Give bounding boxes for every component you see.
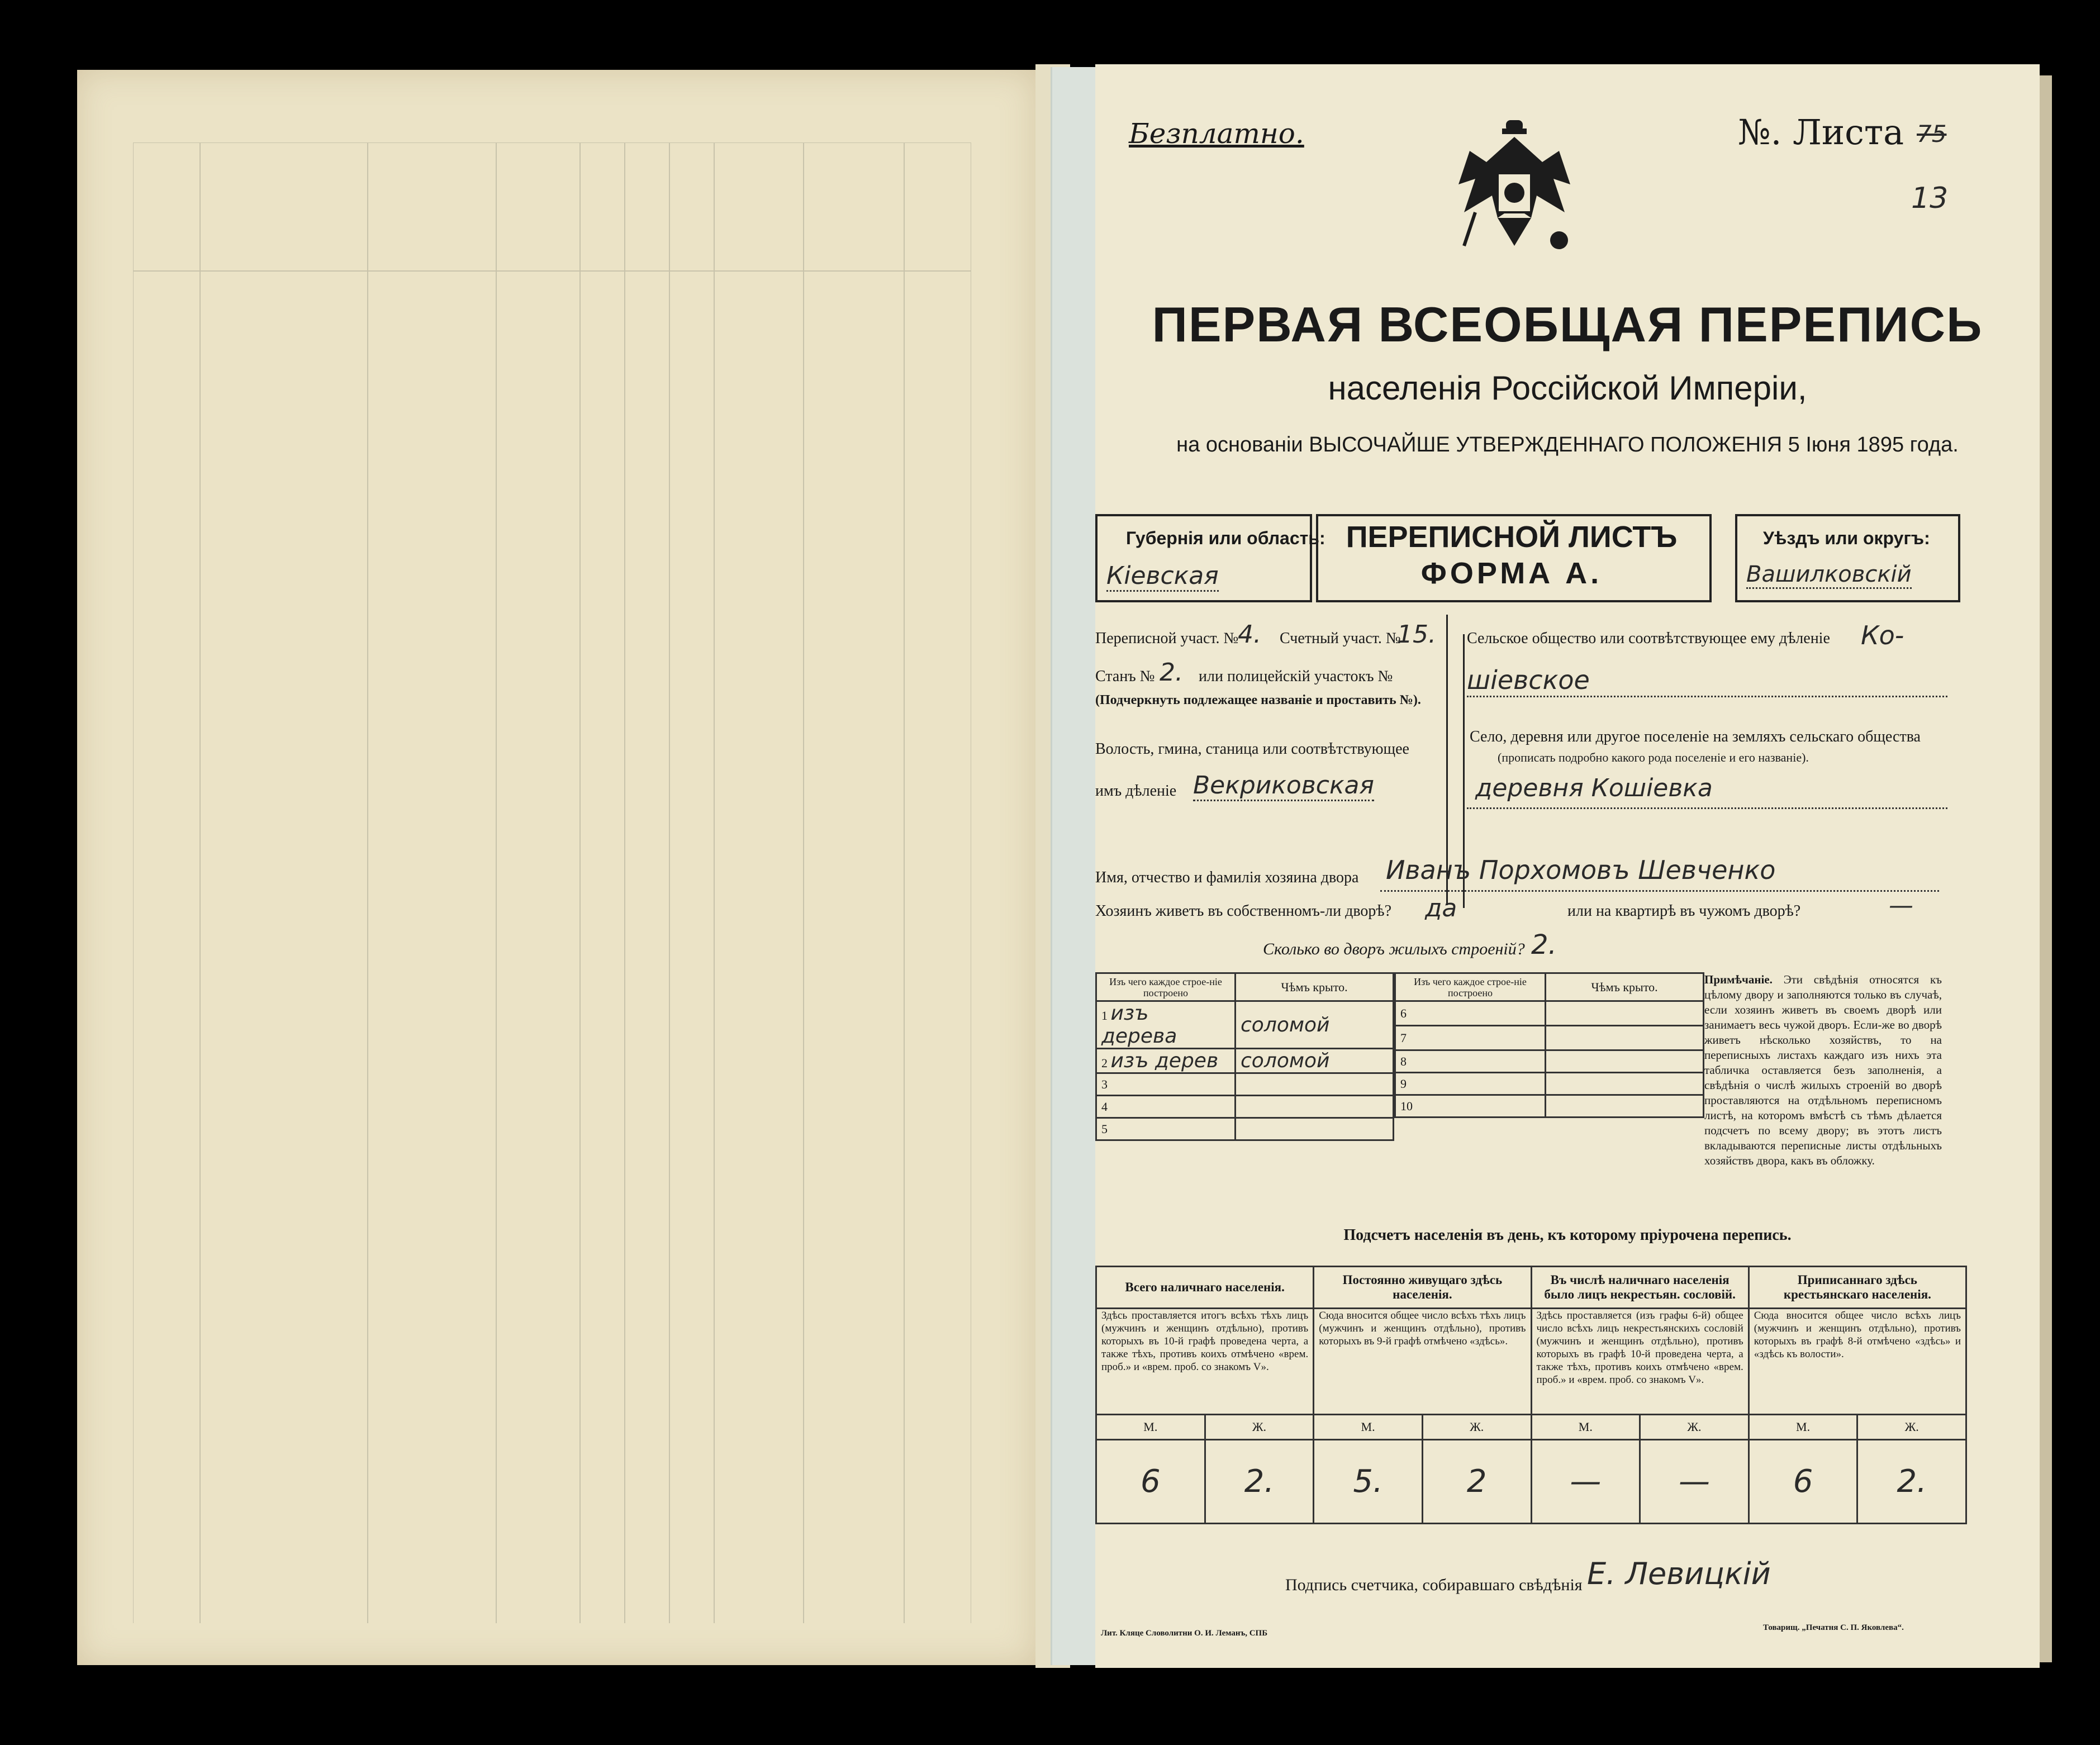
uezd-value: Вашилковскій bbox=[1746, 562, 1912, 589]
village-value: деревня Кошіевка bbox=[1475, 774, 1713, 802]
volost-value: Векриковская bbox=[1193, 771, 1374, 801]
m-header: М. bbox=[1531, 1415, 1640, 1440]
buildings-count-label: Сколько во дворъ жилыхъ строеній? bbox=[1263, 940, 1525, 958]
nonpeasant-m-value: — bbox=[1531, 1440, 1640, 1524]
bleed-through-grid bbox=[133, 142, 971, 1623]
note-text: Эти свѣдѣнія относятся къ цѣлому двору и заполняются только въ случаѣ, если хозяинъ живетъ въ своемъ дворѣ или занимаетъ весь чужой дворъ. Если-же во дворѣ живетъ нѣсколько хозяйствъ, то на переписныхъ листахъ каждаго изъ нихъ эта табличка оставляется безъ заполненія, а свѣдѣнія о числѣ жилыхъ строеній во дворѣ проставляются на отдѣльномъ переписномъ листѣ, на которомъ вмѣстѣ съ тѣмъ дѣлается подсчетъ по всему двору; въ этотъ листъ вкладываются переписные листы отдѣльныхъ хозяйствъ двора, какъ въ обложку. bbox=[1704, 973, 1942, 1167]
building-row bbox=[1096, 1073, 1394, 1096]
building-row bbox=[1395, 1026, 1704, 1050]
m-header: М. bbox=[1749, 1415, 1857, 1440]
col-built-header-2: Изъ чего каждое строе-ніе построено bbox=[1395, 973, 1546, 1001]
left-page-blank-verso bbox=[77, 70, 1035, 1665]
count-head-total: Всего наличнаго населенія. bbox=[1096, 1267, 1314, 1309]
row-num: 8 bbox=[1395, 1050, 1546, 1073]
count-head-permanent: Постоянно живущаго здѣсь населенія. bbox=[1314, 1267, 1531, 1309]
building-row bbox=[1395, 1095, 1704, 1118]
count-desc-peasant: Сюда вносится общее число всѣхъ лицъ (мужчинъ и женщинъ отдѣльно), противъ которыхъ въ графѣ 8-й отмѣчено «здѣсь» и «здѣсь къ волости». bbox=[1749, 1309, 1966, 1415]
roof-value: соломой bbox=[1241, 1013, 1330, 1036]
guberniya-value: Кіевская bbox=[1106, 562, 1219, 592]
m-header: М. bbox=[1314, 1415, 1423, 1440]
built-value: изъ дерева bbox=[1101, 1002, 1177, 1048]
uezd-label: Уѣздъ или округъ: bbox=[1763, 528, 1930, 548]
building-row bbox=[1395, 1050, 1704, 1073]
count-title: Подсчетъ населенія въ день, къ которому пріурочена перепись. bbox=[1343, 1226, 1792, 1244]
row-num: 4 bbox=[1096, 1096, 1236, 1118]
col-roof-header-2: Чѣмъ крыто. bbox=[1546, 973, 1704, 1001]
lives-rent-value: — bbox=[1889, 891, 1913, 920]
uchastok-label: Переписной участ. № bbox=[1095, 630, 1239, 647]
peasant-zh-value: 2. bbox=[1857, 1440, 1966, 1524]
row-num: 1 bbox=[1101, 1009, 1108, 1023]
sheet-number-label: №. Листа bbox=[1738, 112, 1904, 153]
village-label: Село, деревня или другое поселеніе на земляхъ сельскаго общества bbox=[1470, 728, 1921, 745]
population-count-table bbox=[1095, 1266, 1967, 1524]
col-roof-header: Чѣмъ крыто. bbox=[1236, 973, 1394, 1001]
census-subtitle: населенія Россійской Имперіи, bbox=[1328, 369, 1807, 407]
building-row bbox=[1096, 1001, 1394, 1049]
lives-rent-label: или на квартирѣ въ чужомъ дворѣ? bbox=[1567, 902, 1801, 920]
building-row bbox=[1395, 1001, 1704, 1026]
census-title: ПЕРВАЯ ВСЕОБЩАЯ ПЕРЕПИСЬ bbox=[1152, 297, 1983, 352]
buildings-count-value: 2. bbox=[1531, 929, 1557, 961]
building-row bbox=[1096, 1049, 1394, 1073]
society-label: Сельское общество или соотвѣтствующее ему дѣленіе bbox=[1467, 630, 1830, 647]
count-desc-total: Здѣсь проставляется итогъ всѣхъ тѣхъ лицъ (мужчинъ и женщинъ отдѣльно), противъ которыхъ въ 10-й графѣ проведена черта, а также тѣхъ, противъ коихъ отмѣчено «врем. проб.» и «врем. проб. со знакомъ V». bbox=[1096, 1309, 1314, 1415]
total-zh-value: 2. bbox=[1205, 1440, 1314, 1524]
peasant-m-value: 6 bbox=[1749, 1440, 1857, 1524]
census-legal-basis: на основаніи ВЫСОЧАЙШЕ УТВЕРЖДЕННАГО ПОЛОЖЕНІЯ 5 Іюня 1895 года. bbox=[1176, 433, 1959, 457]
building-row bbox=[1096, 1118, 1394, 1140]
building-row bbox=[1395, 1073, 1704, 1095]
row-num: 7 bbox=[1395, 1026, 1546, 1050]
village-line bbox=[1467, 807, 1947, 809]
volost-label: Волость, гмина, станица или соотвѣтствующее bbox=[1095, 740, 1409, 758]
col-built-header: Изъ чего каждое строе-ніе построено bbox=[1096, 973, 1236, 1001]
imprint-left: Лит. Кляце Словолитни О. И. Леманъ, СПБ bbox=[1101, 1629, 1268, 1638]
permanent-zh-value: 2 bbox=[1422, 1440, 1531, 1524]
stan-label: Станъ № bbox=[1095, 668, 1155, 685]
row-num: 10 bbox=[1395, 1095, 1546, 1118]
guberniya-label: Губернія или область: bbox=[1126, 528, 1325, 548]
free-label: Безплатно. bbox=[1129, 117, 1304, 150]
count-head-peasant: Приписаннаго здѣсь крестьянскаго населенія. bbox=[1749, 1267, 1966, 1309]
lives-own-value: да bbox=[1425, 894, 1457, 923]
sheet-number-handwritten: 13 bbox=[1911, 182, 1949, 215]
total-m-value: 6 bbox=[1096, 1440, 1205, 1524]
imperial-eagle-emblem bbox=[1453, 117, 1576, 263]
row-num: 6 bbox=[1395, 1001, 1546, 1026]
building-row bbox=[1096, 1096, 1394, 1118]
volost-label-2: имъ дѣленіе bbox=[1095, 782, 1177, 800]
imprint-right: Товарищ. „Печатня С. П. Яковлева“. bbox=[1763, 1623, 1904, 1632]
sheet-number-crossed: 75 bbox=[1917, 120, 1947, 148]
enumerator-signature: Е. Левицкій bbox=[1587, 1556, 1771, 1591]
police-uchastok-label: или полицейскій участокъ № bbox=[1199, 668, 1393, 685]
zh-header: Ж. bbox=[1205, 1415, 1314, 1440]
signature-label: Подпись счетчика, собиравшаго свѣдѣнія bbox=[1285, 1576, 1583, 1594]
row-num: 9 bbox=[1395, 1073, 1546, 1095]
society-value: Ко- bbox=[1861, 620, 1904, 650]
schetny-value: 15. bbox=[1397, 620, 1436, 649]
built-value: изъ дерев bbox=[1110, 1049, 1219, 1072]
m-header: М. bbox=[1096, 1415, 1205, 1440]
owner-name-label: Имя, отчество и фамилія хозяина двора bbox=[1095, 869, 1359, 886]
uchastok-value: 4. bbox=[1238, 620, 1261, 649]
sheet-title: ПЕРЕПИСНОЙ ЛИСТЪ bbox=[1346, 520, 1678, 554]
zh-header: Ж. bbox=[1857, 1415, 1966, 1440]
buildings-table-6-10 bbox=[1394, 972, 1704, 1118]
form-name: ФОРМА А. bbox=[1420, 557, 1603, 590]
buildings-note bbox=[1704, 972, 1942, 1168]
census-form-page bbox=[1095, 64, 2040, 1668]
count-head-nonpeasant: Въ числѣ наличнаго населенія было лицъ некрестьян. сословій. bbox=[1531, 1267, 1749, 1309]
row-num: 2 bbox=[1101, 1056, 1108, 1070]
uezd-box bbox=[1735, 514, 1960, 602]
count-desc-permanent: Сюда вносится общее число всѣхъ тѣхъ лицъ (мужчинъ и женщинъ отдѣльно), противъ которыхъ въ 9-й графѣ отмѣчено «здѣсь». bbox=[1314, 1309, 1531, 1415]
buildings-table-1-5 bbox=[1095, 972, 1394, 1141]
zh-header: Ж. bbox=[1422, 1415, 1531, 1440]
lives-own-label: Хозяинъ живетъ въ собственномъ-ли дворѣ? bbox=[1095, 902, 1392, 920]
underline-note: (Подчеркнуть подлежащее названіе и проставить №). bbox=[1095, 693, 1421, 707]
binding-tape bbox=[1051, 67, 1097, 1665]
owner-name-value: Иванъ Порхомовъ Шевченко bbox=[1386, 855, 1776, 885]
society-line bbox=[1467, 696, 1947, 697]
zh-header: Ж. bbox=[1640, 1415, 1749, 1440]
roof-value: соломой bbox=[1241, 1049, 1330, 1072]
nonpeasant-zh-value: — bbox=[1640, 1440, 1749, 1524]
village-note: (прописать подробно какого рода поселеніе и его названіе). bbox=[1498, 750, 1809, 764]
schetny-label: Счетный участ. № bbox=[1280, 630, 1401, 647]
note-label: Примѣчаніе. bbox=[1704, 973, 1773, 986]
owner-name-line bbox=[1380, 890, 1939, 892]
row-num: 3 bbox=[1096, 1073, 1236, 1096]
stan-value: 2. bbox=[1160, 658, 1183, 687]
society-value-2: шіевское bbox=[1467, 665, 1590, 695]
row-num: 5 bbox=[1096, 1118, 1236, 1140]
page-edges bbox=[2040, 75, 2052, 1662]
permanent-m-value: 5. bbox=[1314, 1440, 1423, 1524]
count-desc-nonpeasant: Здѣсь проставляется (изъ графы 6-й) общее число всѣхъ лицъ некрестьянскихъ сословій (мужчинъ и женщинъ отдѣльно), противъ которыхъ въ графѣ 10-й проведена черта, а также тѣхъ, противъ коихъ отмѣчено «врем. проб.» и «врем. проб. со знакомъ V». bbox=[1531, 1309, 1749, 1415]
